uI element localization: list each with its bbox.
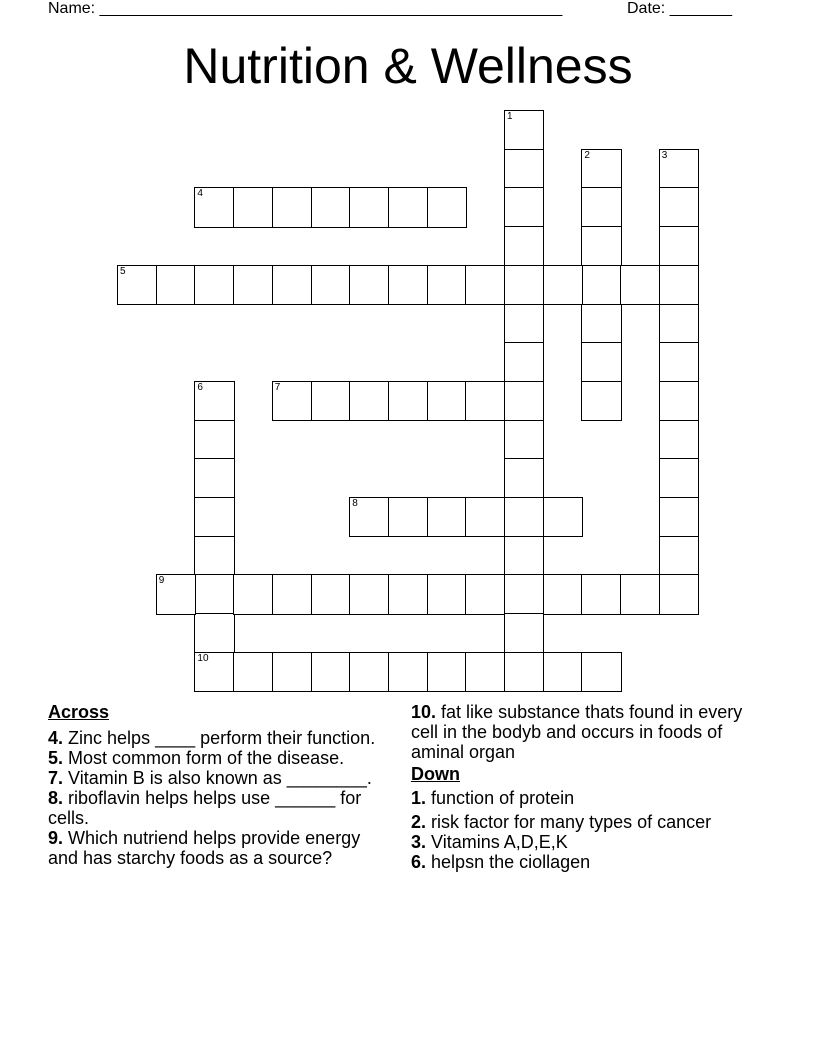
grid-cell[interactable] xyxy=(194,381,234,421)
grid-cell[interactable] xyxy=(659,187,699,227)
grid-cell[interactable] xyxy=(504,110,544,150)
grid-cell[interactable] xyxy=(504,265,544,305)
grid-cell[interactable] xyxy=(465,652,505,692)
clue-across-4 xyxy=(48,728,388,748)
cell-number: 1 xyxy=(507,111,513,122)
grid-cell[interactable] xyxy=(504,304,544,344)
grid-cell[interactable] xyxy=(504,149,544,189)
clue-number: 5. xyxy=(48,748,64,768)
grid-cell[interactable] xyxy=(233,265,273,305)
grid-cell[interactable] xyxy=(272,187,312,227)
grid-cell[interactable] xyxy=(504,226,544,266)
clue-text: Most common form of the disease. xyxy=(68,748,345,768)
grid-cell[interactable] xyxy=(311,265,351,305)
grid-cell[interactable] xyxy=(117,265,157,305)
clue-text: function of protein xyxy=(431,788,575,808)
grid-cell[interactable] xyxy=(194,265,234,305)
grid-cell[interactable] xyxy=(388,497,428,537)
grid-cell[interactable] xyxy=(388,652,428,692)
clue-down-2 xyxy=(411,812,761,832)
clue-across-9 xyxy=(48,828,388,868)
grid-cell[interactable] xyxy=(504,574,544,614)
grid-cell[interactable] xyxy=(659,381,699,421)
grid-cell[interactable] xyxy=(504,652,544,692)
cell-number: 9 xyxy=(158,575,165,587)
name-field-label: Name: ____________________________________________________ xyxy=(48,0,563,17)
grid-cell[interactable] xyxy=(427,265,467,305)
clue-number: 6. xyxy=(411,852,427,872)
grid-cell[interactable] xyxy=(194,574,234,614)
clue-number: 7. xyxy=(48,768,64,788)
grid-cell[interactable] xyxy=(427,574,467,614)
page-title: Nutrition & Wellness xyxy=(183,38,633,94)
grid-cell[interactable] xyxy=(272,652,312,692)
grid-cell[interactable] xyxy=(504,536,544,576)
grid-cell[interactable] xyxy=(311,187,351,227)
grid-cell[interactable] xyxy=(388,265,428,305)
clue-down-6 xyxy=(411,852,761,872)
clue-text: Vitamins A,D,E,K xyxy=(431,832,568,852)
clue-across-10 xyxy=(411,702,761,762)
grid-cell[interactable] xyxy=(349,497,389,537)
grid-cell[interactable] xyxy=(543,574,583,614)
grid-cell[interactable] xyxy=(659,149,699,189)
grid-cell[interactable] xyxy=(620,265,660,305)
grid-cell[interactable] xyxy=(427,497,467,537)
cell-number: 10 xyxy=(197,652,209,664)
grid-cell[interactable] xyxy=(156,574,196,614)
grid-cell[interactable] xyxy=(581,187,621,227)
grid-cell[interactable] xyxy=(465,381,505,421)
clue-number: 3. xyxy=(411,832,427,852)
grid-cell[interactable] xyxy=(349,265,389,305)
grid-cell[interactable] xyxy=(581,652,621,692)
clue-text: Which nutriend helps provide energy and has starchy foods as a source? xyxy=(48,828,361,868)
grid-cell[interactable] xyxy=(659,458,699,498)
clue-text: Zinc helps ____ perform their function. xyxy=(68,728,376,748)
grid-cell[interactable] xyxy=(427,652,467,692)
grid-cell[interactable] xyxy=(311,574,351,614)
grid-cell[interactable] xyxy=(349,187,389,227)
grid-cell[interactable] xyxy=(272,574,312,614)
clue-text: riboflavin helps helps use ______ for cells. xyxy=(48,788,362,828)
grid-cell[interactable] xyxy=(388,574,428,614)
grid-cell[interactable] xyxy=(427,187,467,227)
grid-cell[interactable] xyxy=(504,497,544,537)
grid-cell[interactable] xyxy=(233,187,273,227)
grid-cell[interactable] xyxy=(194,536,234,576)
grid-cell[interactable] xyxy=(504,613,544,653)
grid-cell[interactable] xyxy=(659,265,699,305)
grid-cell[interactable] xyxy=(156,265,196,305)
grid-cell[interactable] xyxy=(543,497,583,537)
clue-across-8 xyxy=(48,788,388,828)
grid-cell[interactable] xyxy=(311,652,351,692)
grid-cell[interactable] xyxy=(233,574,273,614)
grid-cell[interactable] xyxy=(194,613,234,653)
clue-number: 2. xyxy=(411,812,427,832)
grid-cell[interactable] xyxy=(504,187,544,227)
clue-down-1 xyxy=(411,788,761,808)
grid-cell[interactable] xyxy=(465,574,505,614)
cell-number: 6 xyxy=(197,381,203,393)
grid-cell[interactable] xyxy=(620,574,660,614)
clue-across-5 xyxy=(48,748,388,768)
grid-cell[interactable] xyxy=(581,226,621,266)
grid-cell[interactable] xyxy=(388,381,428,421)
date-field-label: Date: _______ xyxy=(627,0,732,17)
grid-cell[interactable] xyxy=(504,342,544,382)
clues-right-column xyxy=(411,702,761,872)
grid-cell[interactable] xyxy=(349,381,389,421)
across-heading: Across xyxy=(48,702,110,722)
grid-cell[interactable] xyxy=(194,652,234,692)
clue-number: 1. xyxy=(411,788,427,808)
grid-cell[interactable] xyxy=(659,536,699,576)
grid-cell[interactable] xyxy=(581,149,621,189)
grid-cell[interactable] xyxy=(349,652,389,692)
grid-cell[interactable] xyxy=(465,265,505,305)
grid-cell[interactable] xyxy=(659,420,699,460)
clues-left-column xyxy=(48,702,388,868)
clue-text: Vitamin B is also known as ________. xyxy=(68,768,372,788)
grid-cell[interactable] xyxy=(272,265,312,305)
grid-cell[interactable] xyxy=(581,304,621,344)
grid-cell[interactable] xyxy=(194,420,234,460)
clue-text: risk factor for many types of cancer xyxy=(431,812,712,832)
grid-cell[interactable] xyxy=(504,458,544,498)
grid-cell[interactable] xyxy=(311,381,351,421)
cell-number: 2 xyxy=(584,149,590,161)
grid-cell[interactable] xyxy=(659,342,699,382)
grid-cell[interactable] xyxy=(427,381,467,421)
grid-cell[interactable] xyxy=(349,574,389,614)
grid-cell[interactable] xyxy=(543,265,583,305)
grid-cell[interactable] xyxy=(581,342,621,382)
grid-cell[interactable] xyxy=(194,187,234,227)
cell-number: 4 xyxy=(197,188,203,200)
cell-number: 3 xyxy=(661,149,668,161)
grid-cell[interactable] xyxy=(659,574,699,614)
grid-cell[interactable] xyxy=(543,652,583,692)
grid-cell[interactable] xyxy=(272,381,312,421)
grid-cell[interactable] xyxy=(659,304,699,344)
grid-cell[interactable] xyxy=(504,381,544,421)
clue-number: 10. xyxy=(411,702,437,722)
clue-number: 9. xyxy=(48,828,64,848)
clue-number: 4. xyxy=(48,728,64,748)
clue-number: 8. xyxy=(48,788,64,808)
grid-cell[interactable] xyxy=(504,420,544,460)
grid-cell[interactable] xyxy=(465,497,505,537)
clue-text: helpsn the ciollagen xyxy=(431,852,591,872)
clue-across-7 xyxy=(48,768,388,788)
grid-cell[interactable] xyxy=(659,226,699,266)
grid-cell[interactable] xyxy=(581,265,621,305)
cell-number: 5 xyxy=(120,265,126,277)
down-heading: Down xyxy=(411,764,460,784)
grid-cell[interactable] xyxy=(581,381,621,421)
grid-cell[interactable] xyxy=(233,652,273,692)
clue-text: fat like substance thats found in every cell in the bodyb and occurs in foods of aminal organ xyxy=(411,702,743,762)
grid-cell[interactable] xyxy=(194,497,234,537)
clue-down-3 xyxy=(411,832,761,852)
grid-cell[interactable] xyxy=(388,187,428,227)
cell-number: 7 xyxy=(274,381,281,393)
cell-number: 8 xyxy=(352,498,358,509)
grid-cell[interactable] xyxy=(194,458,234,498)
grid-cell[interactable] xyxy=(659,497,699,537)
grid-cell[interactable] xyxy=(581,574,621,614)
